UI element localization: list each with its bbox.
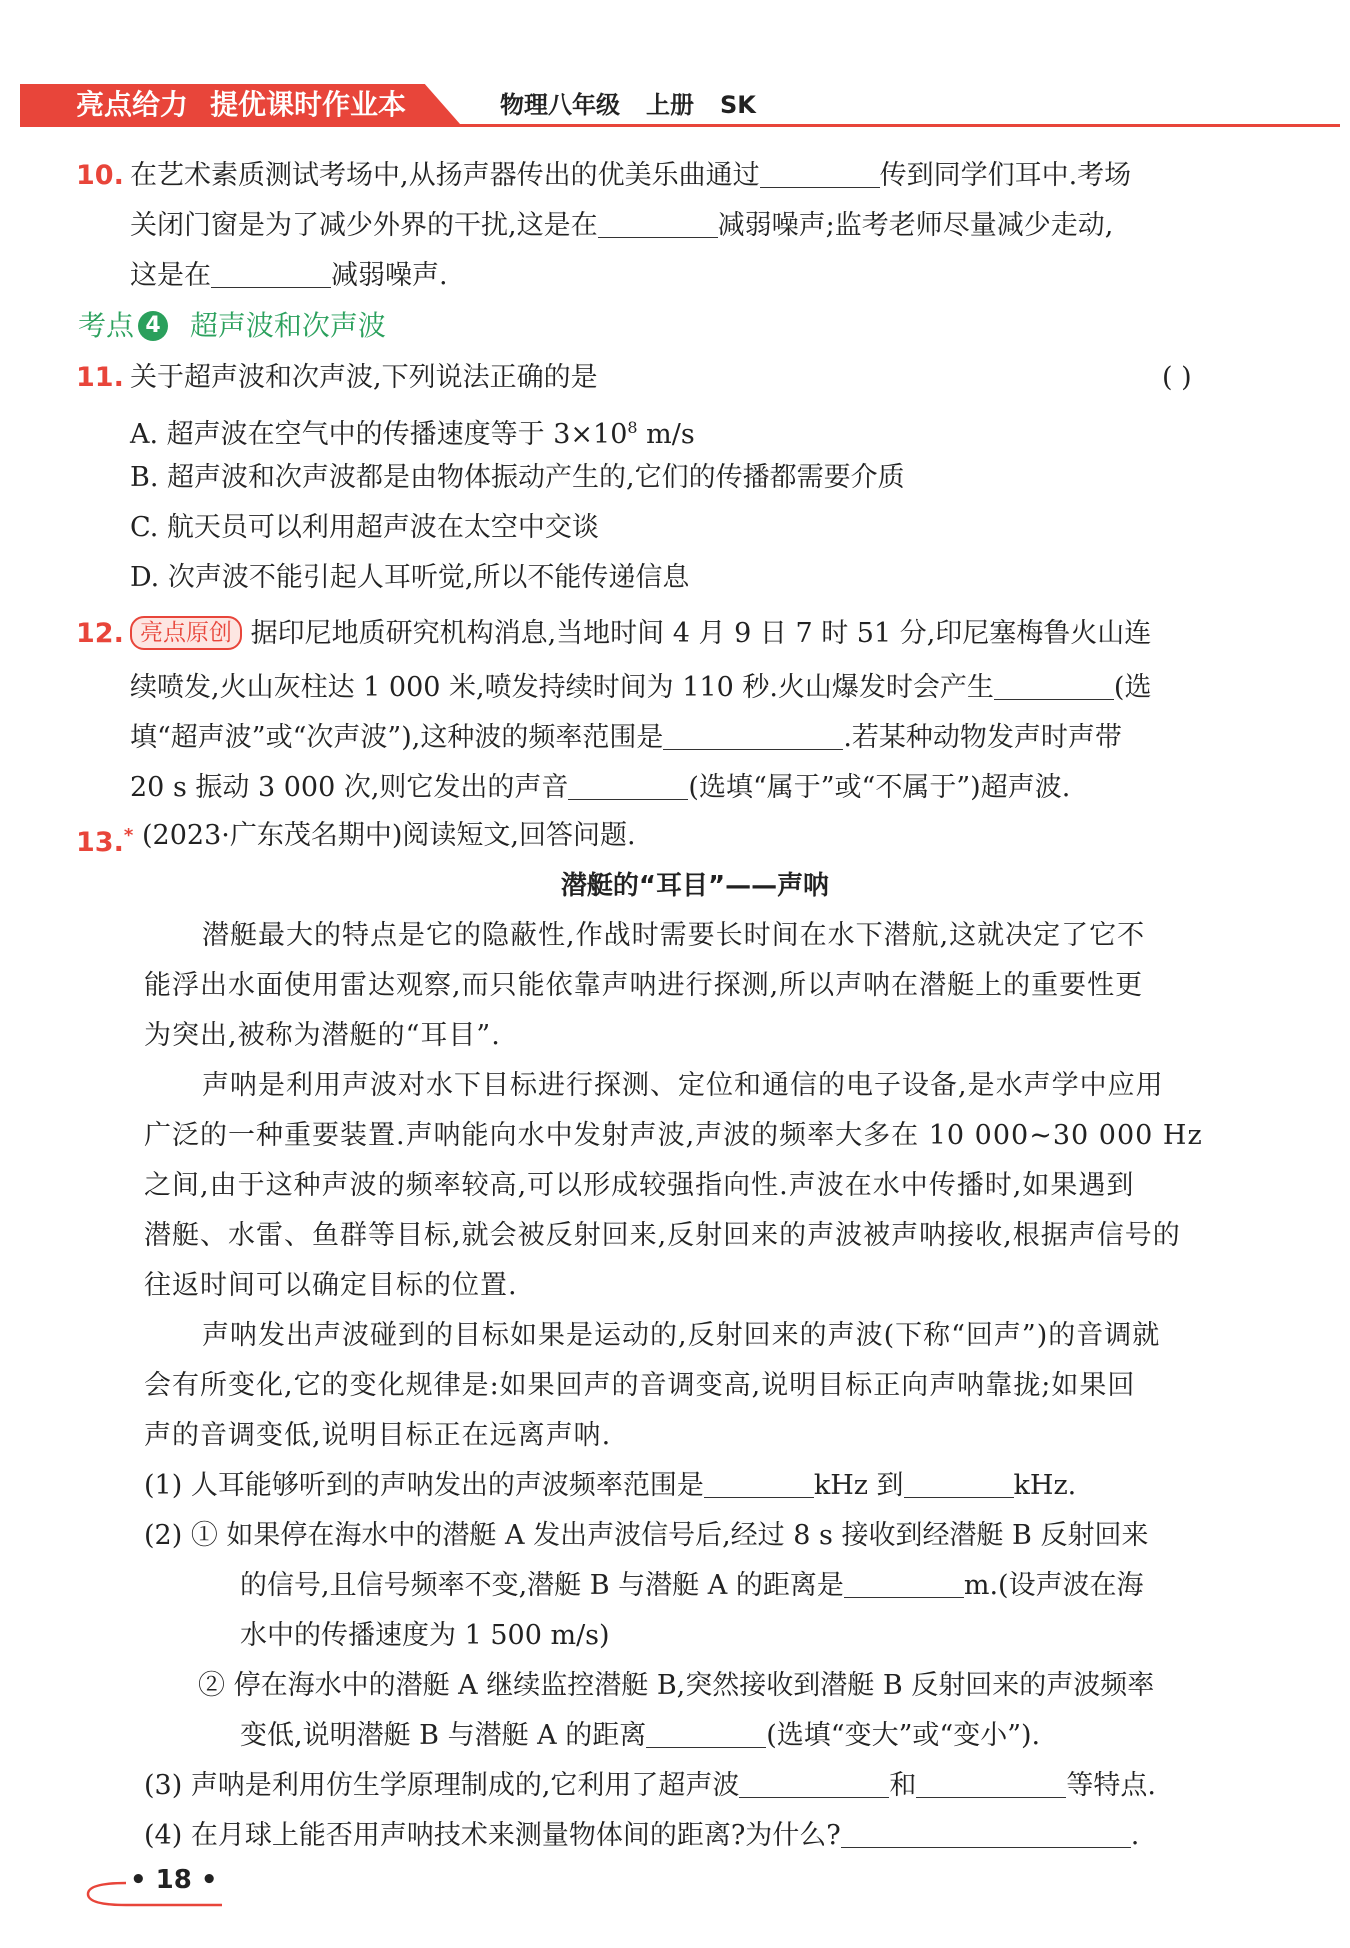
- header-subject: 物理八年级: [500, 91, 620, 119]
- option-unit: m/s: [637, 419, 695, 450]
- subq-2-2-cont: [240, 1716, 1040, 1756]
- q10-text: 关闭门窗是为了减少外界的干扰,这是在: [130, 210, 598, 241]
- answer-blank[interactable]: [904, 1467, 1014, 1498]
- answer-blank[interactable]: [598, 207, 718, 238]
- exponent: 8: [627, 418, 638, 437]
- answer-blank[interactable]: [663, 719, 843, 750]
- subq-text: kHz 到: [813, 1470, 904, 1501]
- q10-line-1: [130, 156, 1131, 196]
- question-number-text: 13.: [76, 827, 124, 858]
- q12-line-3: [130, 718, 1122, 758]
- page-number: • 18 •: [130, 1865, 218, 1895]
- subq-1: [144, 1466, 1076, 1506]
- section-prefix: 考点: [78, 309, 135, 342]
- q10-text: 传到同学们耳中.考场: [879, 160, 1132, 191]
- q11-option-b[interactable]: B. 超声波和次声波都是由物体振动产生的,它们的传播都需要介质: [130, 462, 905, 493]
- q12-line-1: [130, 614, 1151, 654]
- subq-text: (3) 声呐是利用仿生学原理制成的,它利用了超声波: [144, 1770, 740, 1801]
- header-brand-title: [76, 86, 406, 124]
- section-heading: [78, 306, 386, 346]
- article-p3-line: 会有所变化,它的变化规律是:如果回声的音调变高,说明目标正向声呐靠拢;如果回: [144, 1370, 1136, 1401]
- q10-line-2: [130, 206, 1113, 246]
- subq-text: 等特点.: [1066, 1770, 1157, 1801]
- original-badge: 亮点原创: [130, 616, 242, 650]
- article-p1-line: 潜艇最大的特点是它的隐蔽性,作战时需要长时间在水下潜航,这就决定了它不: [202, 920, 1146, 951]
- header-book-info: [500, 86, 782, 124]
- q12-text: 续喷发,火山灰柱达 1 000 米,喷发持续时间为 110 秒.火山爆发时会产生: [130, 672, 994, 703]
- question-number-12: 12.: [76, 618, 124, 649]
- header-volume: 上册: [646, 91, 694, 119]
- question-number-13: [76, 816, 133, 863]
- header-edition: SK: [720, 91, 756, 119]
- q11-option-d[interactable]: D. 次声波不能引起人耳听觉,所以不能传递信息: [130, 562, 690, 593]
- article-p2-line: 之间,由于这种声波的频率较高,可以形成较强指向性.声波在水中传播时,如果遇到: [144, 1170, 1135, 1201]
- q12-text: 20 s 振动 3 000 次,则它发出的声音: [130, 772, 569, 803]
- article-p2-line: 潜艇、水雷、鱼群等目标,就会被反射回来,反射回来的声波被声呐接收,根据声信号的: [144, 1220, 1181, 1251]
- article-p1-line: 能浮出水面使用雷达观察,而只能依靠声呐进行探测,所以声呐在潜艇上的重要性更: [144, 970, 1144, 1001]
- answer-paren[interactable]: ( ): [1162, 362, 1192, 393]
- q11-option-c[interactable]: C. 航天员可以利用超声波在太空中交谈: [130, 512, 599, 543]
- subq-2-2: ② 停在海水中的潜艇 A 继续监控潜艇 B,突然接收到潜艇 B 反射回来的声波频率: [198, 1670, 1155, 1701]
- article-p1-line: 为突出,被称为潜艇的“耳目”.: [144, 1020, 501, 1051]
- header-series: 提优课时作业本: [210, 88, 407, 121]
- answer-blank[interactable]: [704, 1467, 814, 1498]
- answer-blank[interactable]: [646, 1717, 766, 1748]
- q10-text: 这是在: [130, 260, 211, 291]
- page-header: [20, 84, 1340, 128]
- q12-text: 填“超声波”或“次声波”),这种波的频率范围是: [130, 722, 664, 753]
- subq-2-1-cont: 水中的传播速度为 1 500 m/s): [240, 1620, 610, 1651]
- section-title: 超声波和次声波: [189, 309, 386, 342]
- q12-line-2: [130, 668, 1151, 708]
- difficulty-star-icon: *: [123, 825, 134, 846]
- subq-3: [144, 1766, 1156, 1806]
- q12-text: 据印尼地质研究机构消息,当地时间 4 月 9 日 7 时 51 分,印尼塞梅鲁火山连: [250, 618, 1152, 649]
- subq-2-1: (2) ① 如果停在海水中的潜艇 A 发出声波信号后,经过 8 s 接收到经潜艇 B 反射回来: [144, 1520, 1149, 1551]
- answer-blank[interactable]: [994, 669, 1114, 700]
- subq-text: .: [1130, 1820, 1140, 1851]
- article-title: 潜艇的“耳目”——声呐: [560, 871, 830, 901]
- subq-text: 和: [889, 1770, 917, 1801]
- q10-text: 在艺术素质测试考场中,从扬声器传出的优美乐曲通过: [130, 160, 760, 191]
- article-p3-line: 声的音调变低,说明目标正在远离声呐.: [144, 1420, 612, 1451]
- q10-text: 减弱噪声.: [331, 260, 448, 291]
- q12-text: (选填“属于”或“不属于”)超声波.: [688, 772, 1071, 803]
- answer-blank[interactable]: [844, 1567, 964, 1598]
- question-number-11: 11.: [76, 362, 124, 393]
- q13-intro: (2023·广东茂名期中)阅读短文,回答问题.: [142, 820, 636, 851]
- subq-text: (1) 人耳能够听到的声呐发出的声波频率范围是: [144, 1470, 704, 1501]
- q12-text: (选: [1113, 672, 1152, 703]
- article-p3-line: 声呐发出声波碰到的目标如果是运动的,反射回来的声波(下称“回声”)的音调就: [202, 1320, 1161, 1351]
- question-number-10: 10.: [76, 160, 124, 191]
- q11-stem: 关于超声波和次声波,下列说法正确的是: [130, 362, 598, 393]
- q10-text: 减弱噪声;监考老师尽量减少走动,: [717, 210, 1114, 241]
- answer-blank[interactable]: [841, 1817, 1131, 1848]
- subq-2-1-cont: [240, 1566, 1144, 1606]
- answer-blank[interactable]: [568, 769, 688, 800]
- header-brand: 亮点给力: [76, 88, 189, 121]
- q12-text: .若某种动物发声时声带: [843, 722, 1122, 753]
- subq-text: (选填“变大”或“变小”).: [766, 1720, 1041, 1751]
- article-p2-line: 往返时间可以确定目标的位置.: [144, 1270, 518, 1301]
- article-p2-line: 声呐是利用声波对水下目标进行探测、定位和通信的电子设备,是水声学中应用: [202, 1070, 1164, 1101]
- subq-text: 的信号,且信号频率不变,潜艇 B 与潜艇 A 的距离是: [240, 1570, 844, 1601]
- subq-4: [144, 1816, 1139, 1856]
- answer-blank[interactable]: [916, 1767, 1066, 1798]
- answer-blank[interactable]: [211, 257, 331, 288]
- q10-line-3: [130, 256, 448, 296]
- article-p2-line: 广泛的一种重要装置.声呐能向水中发射声波,声波的频率大多在 10 000~30 000 Hz: [144, 1120, 1203, 1151]
- subq-text: kHz.: [1013, 1470, 1077, 1501]
- option-text: A. 超声波在空气中的传播速度等于 3×10: [130, 419, 628, 450]
- section-number-badge: 4: [138, 311, 168, 341]
- q11-option-a[interactable]: [130, 408, 695, 448]
- subq-text: m.(设声波在海: [963, 1570, 1144, 1601]
- q12-line-4: [130, 768, 1070, 808]
- subq-text: (4) 在月球上能否用声呐技术来测量物体间的距离?为什么?: [144, 1820, 841, 1851]
- subq-text: 变低,说明潜艇 B 与潜艇 A 的距离: [240, 1720, 647, 1751]
- header-rule: [20, 124, 1340, 127]
- answer-blank[interactable]: [739, 1767, 889, 1798]
- answer-blank[interactable]: [760, 157, 880, 188]
